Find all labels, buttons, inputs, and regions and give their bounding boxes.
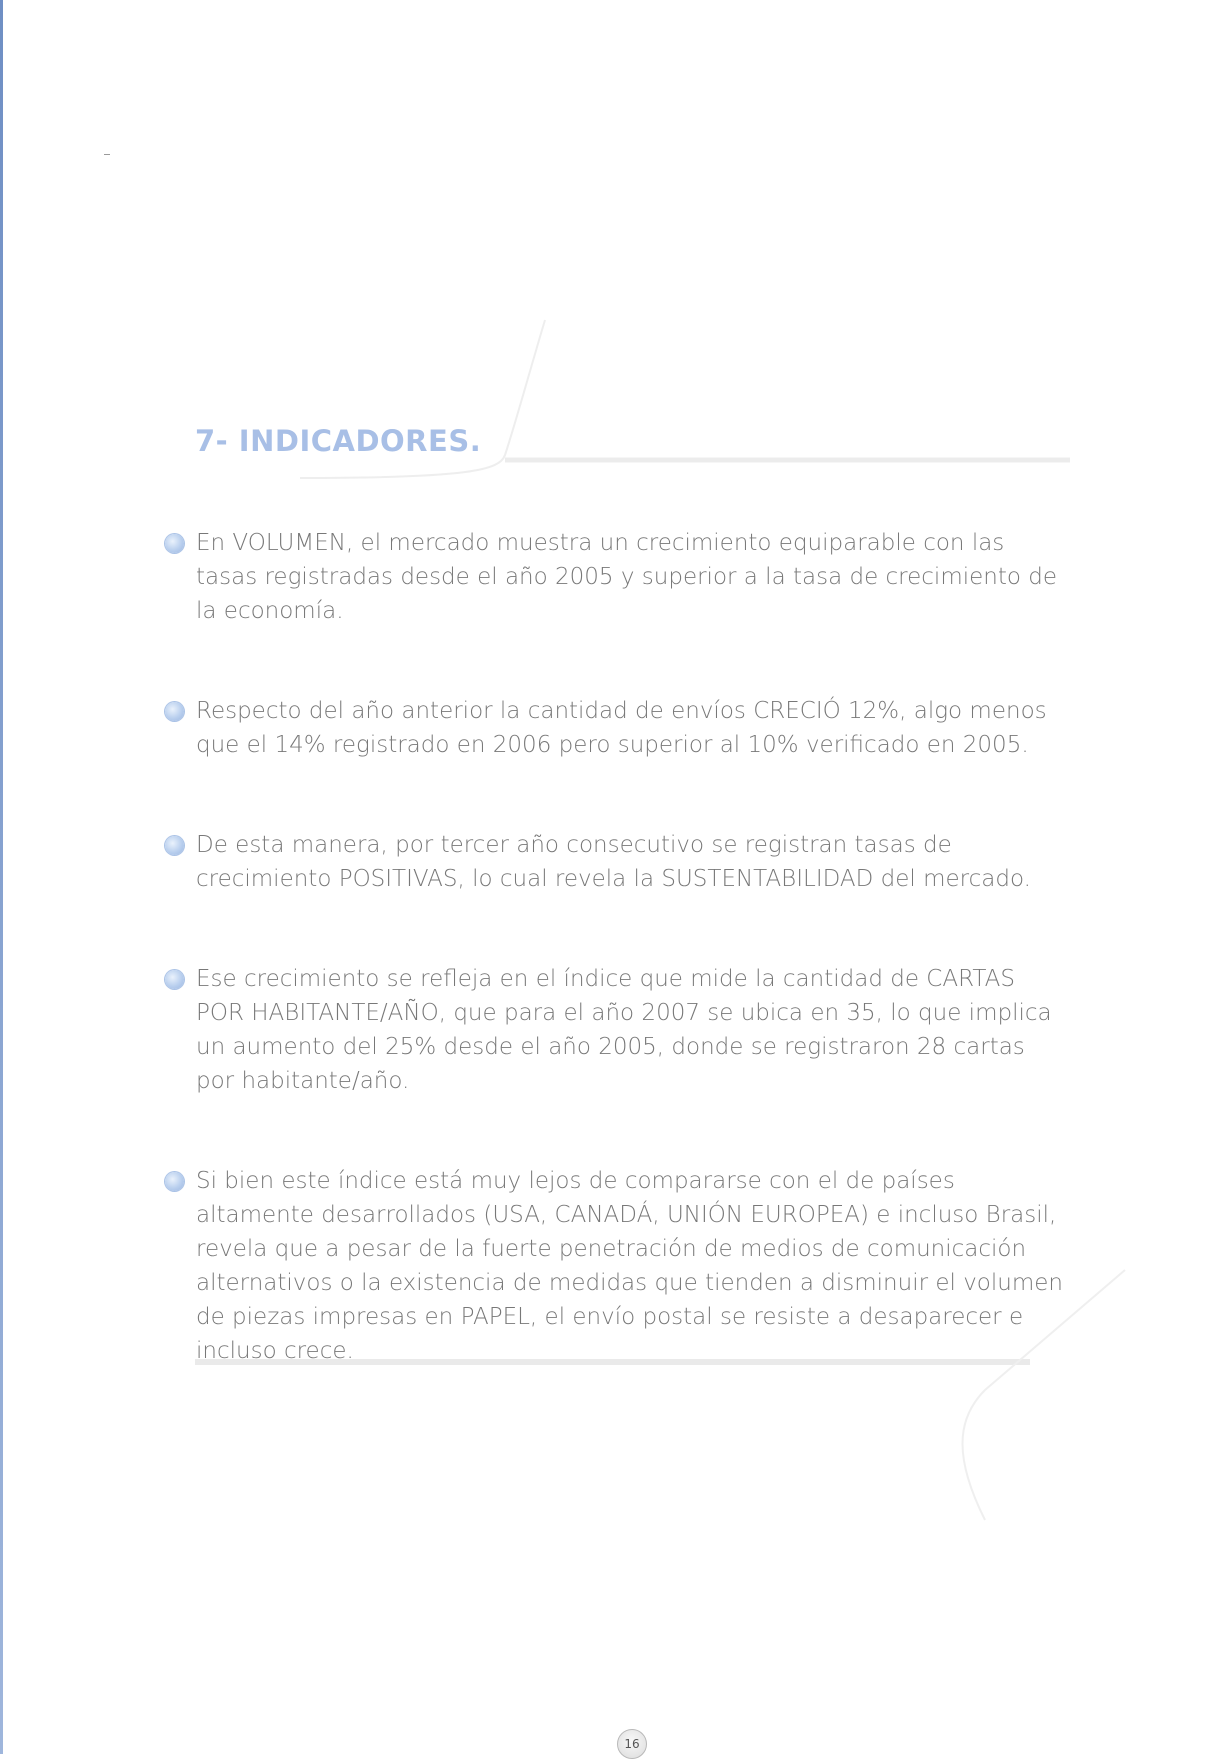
section-title: 7- INDICADORES. (195, 424, 482, 458)
list-item (165, 962, 1065, 1098)
indicators-list (165, 526, 1065, 1368)
list-item (165, 526, 1065, 628)
page-number: 16 (617, 1729, 647, 1759)
list-item-text: Respecto del año anterior la cantidad de envíos CRECIÓ 12%, algo menos que el 14% registrado en 2006 pero superior al 10% verificado en 2005. (196, 698, 1047, 758)
blue-dot-icon (165, 534, 184, 553)
blue-dot-icon (165, 1172, 184, 1191)
blue-dot-icon (165, 702, 184, 721)
blue-dot-icon (165, 970, 184, 989)
blue-dot-icon (165, 836, 184, 855)
list-item-text: De esta manera, por tercer año consecutivo se registran tasas de crecimiento POSITIVAS, lo cual revela la SUSTENTABILIDAD del mercado. (196, 832, 1031, 892)
list-item (165, 828, 1065, 896)
list-item (165, 694, 1065, 762)
list-item-text: Si bien este índice está muy lejos de compararse con el de países altamente desarrollados (USA, CANADÁ, UNIÓN EUROPEA) e incluso Brasil, revela que a pesar de la fuerte penetración de medios de comunicación alternativos o la existencia de medidas que tienden a disminuir el volumen de piezas impresas en PAPEL, el envío postal se resiste a desaparecer e incluso crece. (196, 1168, 1063, 1364)
list-item-text: Ese crecimiento se refleja en el índice que mide la cantidad de CARTAS POR HABITANTE/AÑO, que para el año 2007 se ubica en 35, lo que implica un aumento del 25% desde el año 2005, donde se registraron 28 cartas por habitante/año. (196, 966, 1052, 1094)
list-item (165, 1164, 1065, 1368)
list-item-text: En VOLUMEN, el mercado muestra un crecimiento equiparable con las tasas registradas desde el año 2005 y superior a la tasa de crecimiento de la economía. (196, 530, 1057, 624)
